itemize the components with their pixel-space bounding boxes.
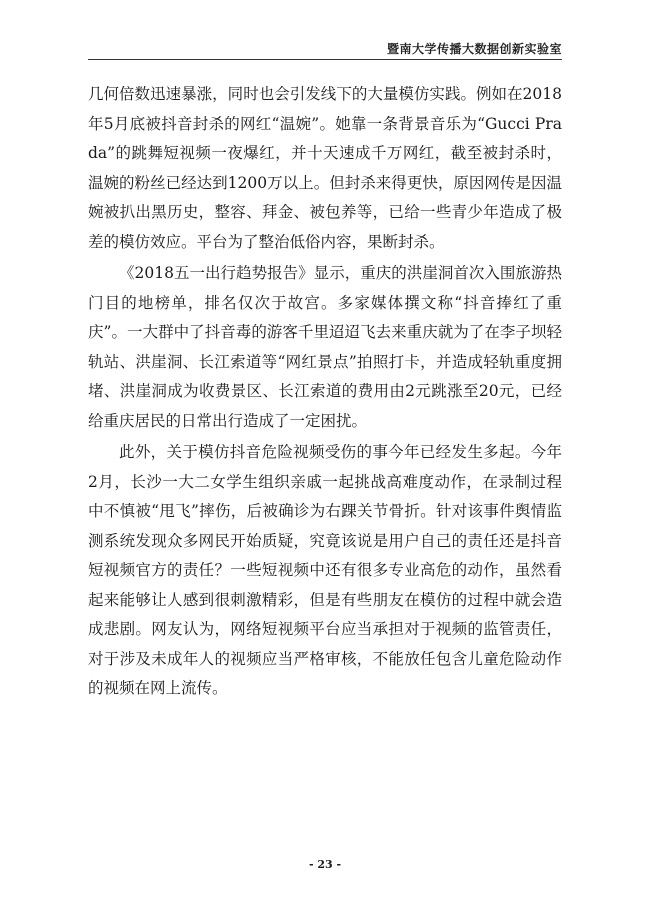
header-divider [88, 59, 562, 60]
document-body [88, 80, 562, 704]
paragraph: 几何倍数迅速暴涨，同时也会引发线下的大量模仿实践。例如在2018年5月底被抖音封杀的网红“温婉”。她靠一条背景音乐为“Gucci Prada”的跳舞短视频一夜爆红，并十天速成千万网红，截至被封杀时，温婉的粉丝已经达到1200万以上。但封杀来得更快，原因网传是因温婉被扒出黑历史，整容、拜金、被包养等，已给一些青少年造成了极差的模仿效应。平台为了整治低俗内容，果断封杀。 [88, 85, 562, 251]
page-number: - 23 - [308, 858, 342, 871]
paragraph: 《2018五一出行趋势报告》显示，重庆的洪崖洞首次入围旅游热门目的地榜单，排名仅次于故宫。多家媒体撰文称“抖音捧红了重庆”。一大群中了抖音毒的游客千里迢迢飞去来重庆就为了在李子坝轻轨站、洪崖洞、长江索道等“网红景点”拍照打卡，并造成轻轨重度拥堵、洪崖洞成为收费景区、长江索道的费用由2元跳涨至20元，已经给重庆居民的日常出行造成了一定困扰。 [88, 264, 562, 430]
page-header: 暨南大学传播大数据创新实验室 [386, 42, 562, 56]
paragraph: 此外，关于模仿抖音危险视频受伤的事今年已经发生多起。今年2月，长沙一大二女学生组织亲戚一起挑战高难度动作，在录制过程中不慎被“甩飞”摔伤，后被确诊为右踝关节骨折。针对该事件舆情监测系统发现众多网民开始质疑，究竟该说是用户自己的责任还是抖音短视频官方的责任？一些短视频中还有很多专业高危的动作，虽然看起来能够让人感到很刺激精彩，但是有些朋友在模仿的过程中就会造成悲剧。网友认为，网络短视频平台应当承担对于视频的监管责任，对于涉及未成年人的视频应当严格审核，不能放任包含儿童危险动作的视频在网上流传。 [88, 443, 562, 697]
